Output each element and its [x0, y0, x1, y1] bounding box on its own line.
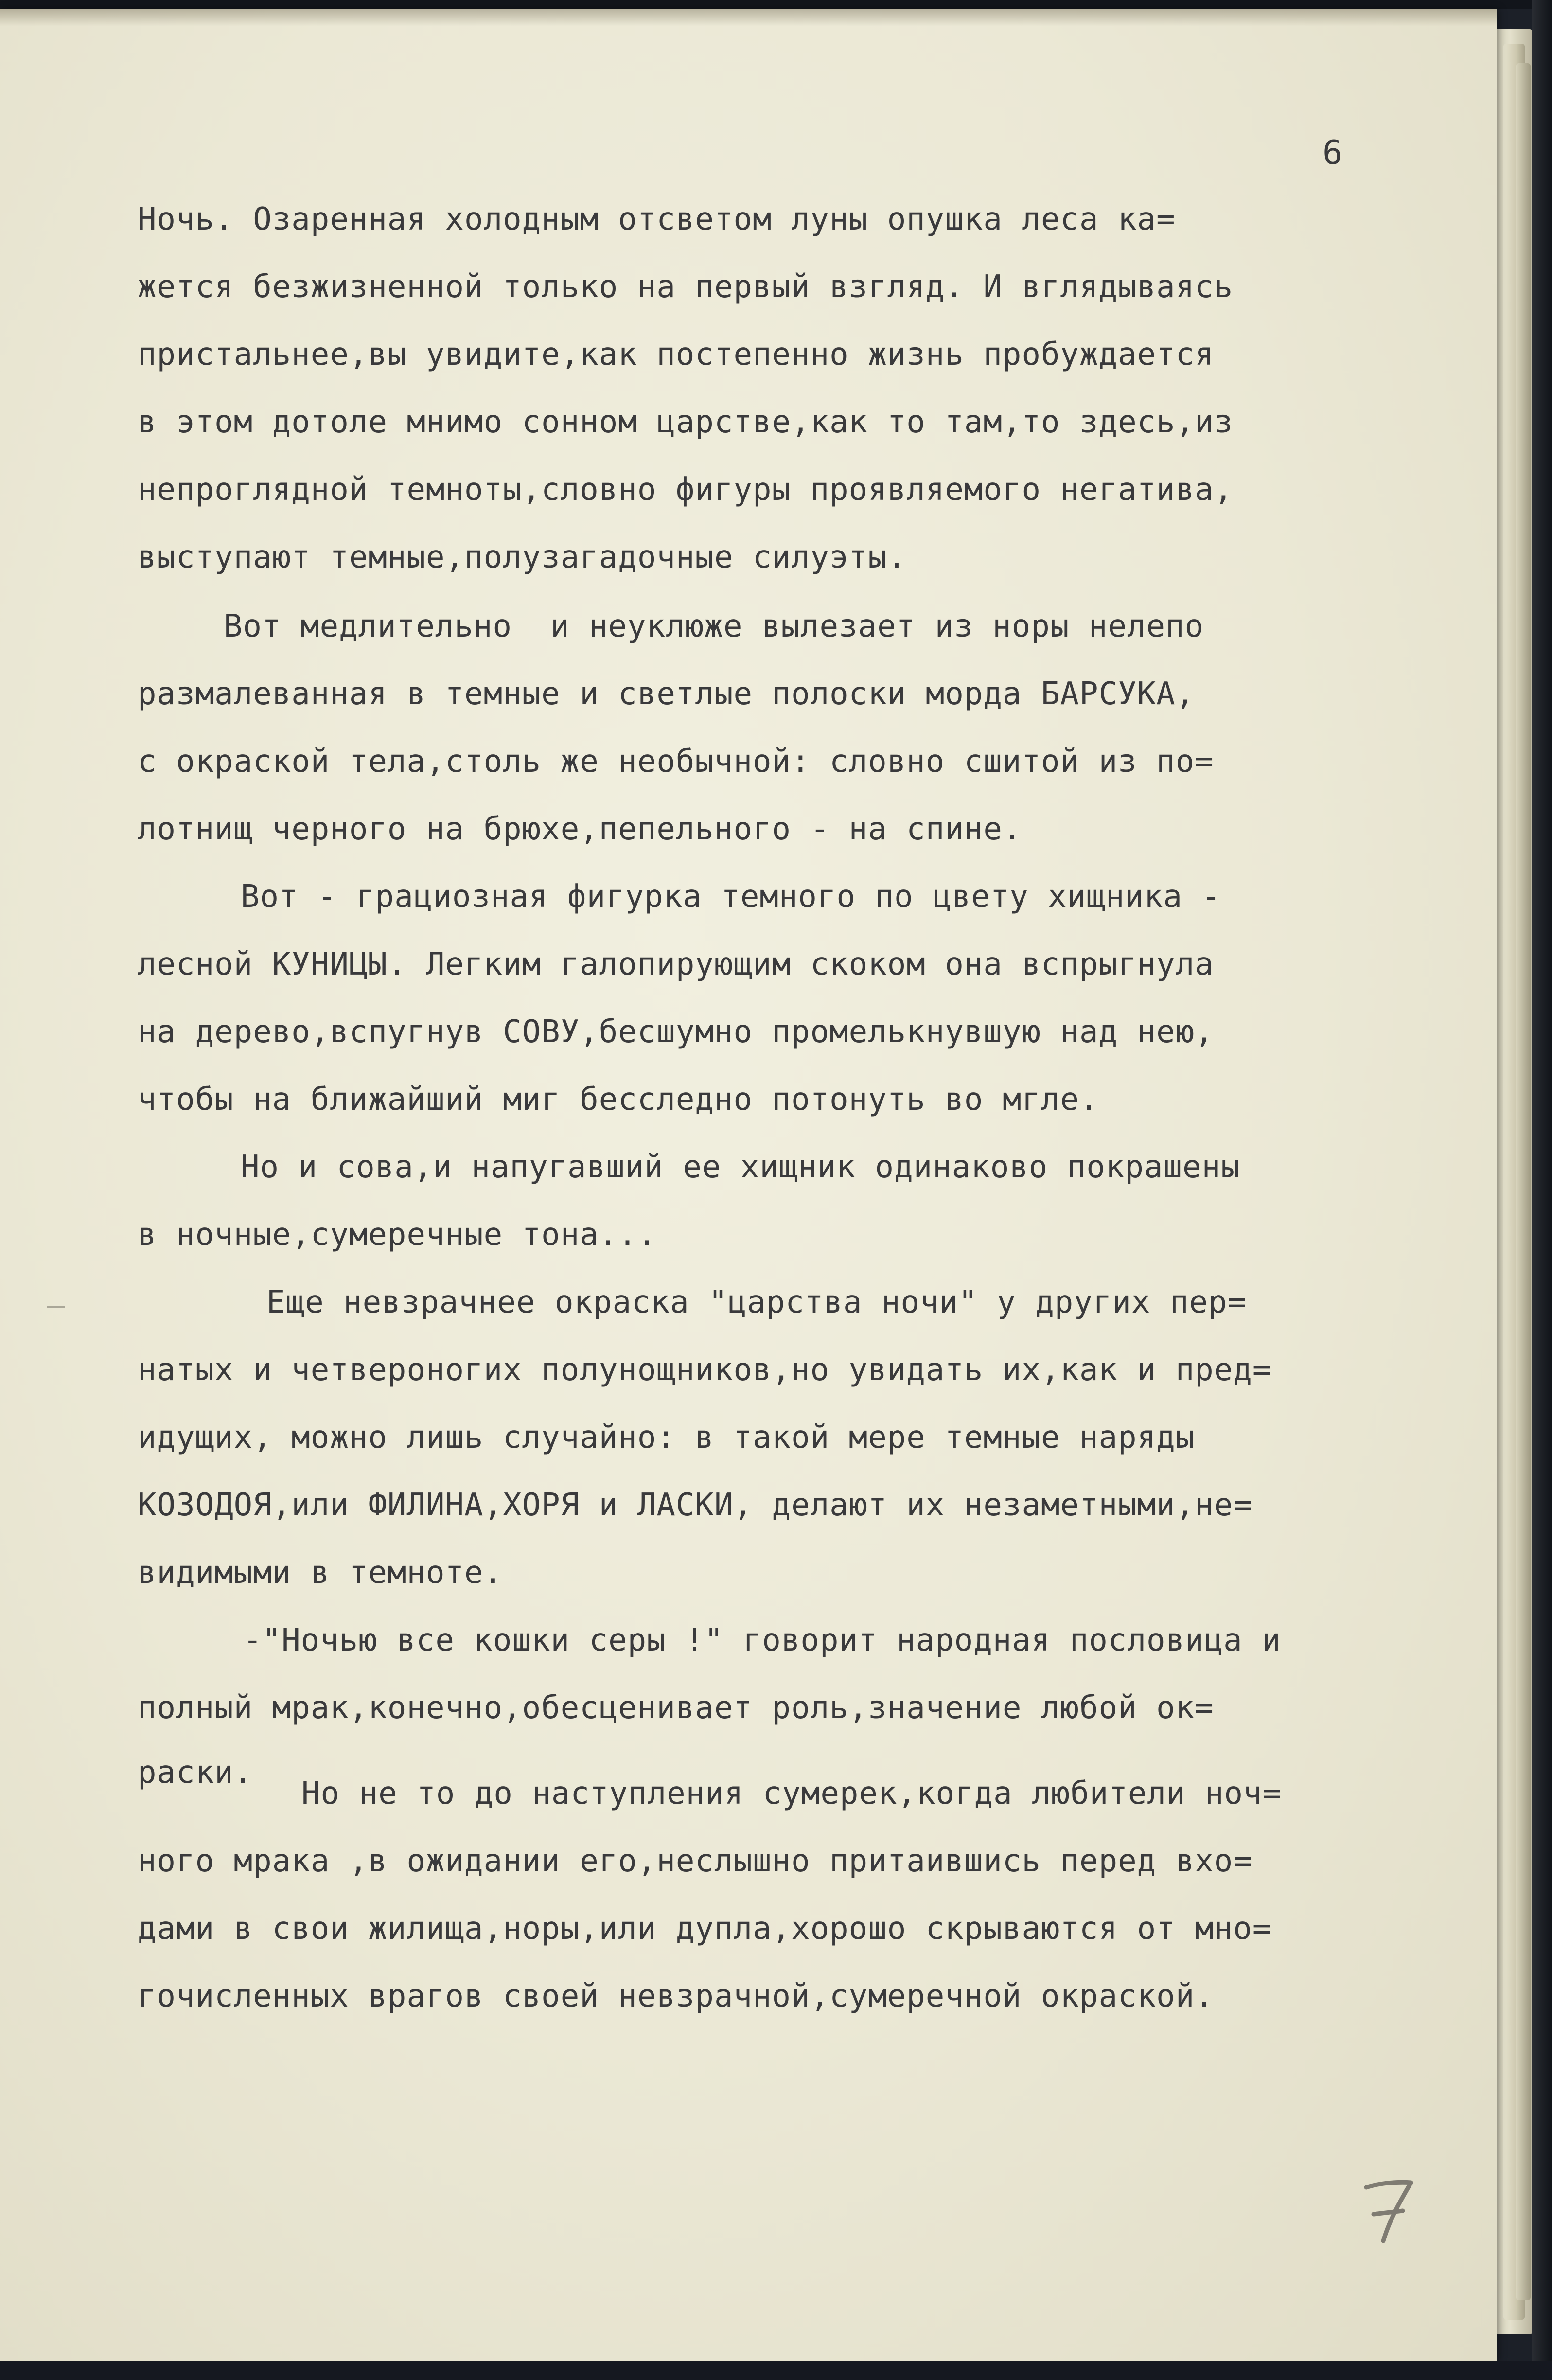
text-line: лотнищ черного на брюхе,пепельного - на спине. — [138, 811, 1022, 847]
text-line: Вот - грациозная фигурка темного по цвету хищника - — [241, 879, 1221, 915]
text-line: в ночные,сумеречные тона... — [138, 1217, 657, 1253]
text-line: в этом дотоле мнимо сонном царстве,как то там,то здесь,из — [138, 404, 1234, 440]
text-line: видимыми в темноте. — [138, 1555, 503, 1591]
page-number: 6 — [1323, 134, 1343, 172]
text-line: ного мрака ,в ожидании его,неслышно притаившись перед вхо= — [138, 1843, 1252, 1879]
text-line: гочисленных врагов своей невзрачной,сумеречной окраской. — [138, 1978, 1214, 2014]
text-line: дами в свои жилища,норы,или дупла,хорошо скрываются от мно= — [138, 1911, 1272, 1947]
text-line: -"Ночью все кошки серы !" говорит народная пословица и — [243, 1622, 1281, 1658]
text-line: чтобы на ближайший миг бесследно потонуть во мгле. — [138, 1082, 1099, 1118]
text-line: Но не то до наступления сумерек,когда любители ноч= — [301, 1776, 1282, 1812]
text-line: с окраской тела,столь же необычной: словно сшитой из по= — [138, 744, 1214, 780]
text-line: Ночь. Озаренная холодным отсветом луны опушка леса ка= — [138, 201, 1176, 237]
text-line: Еще невзрачнее окраска "царства ночи" у других пер= — [266, 1284, 1247, 1320]
scanner-backdrop-bottom — [0, 2361, 1552, 2380]
text-line: непроглядной темноты,словно фигуры проявляемого негатива, — [138, 472, 1234, 508]
page-edge — [1516, 63, 1531, 2300]
text-line: жется безжизненной только на первый взгляд. И вглядываясь — [138, 269, 1234, 305]
text-line: выступают темные,полузагадочные силуэты. — [138, 539, 907, 575]
text-line: на дерево,вспугнув СОВУ,бесшумно промелькнувшую над нею, — [138, 1014, 1214, 1050]
handwritten-folio-number — [1357, 2168, 1420, 2256]
text-line: идущих, можно лишь случайно: в такой мере темные наряды — [138, 1420, 1195, 1456]
text-line: натых и четвероногих полунощников,но увидать их,как и пред= — [138, 1352, 1272, 1388]
typewritten-page — [0, 9, 1497, 2361]
scanner-backdrop-top — [0, 0, 1552, 9]
text-line: размалеванная в темные и светлые полоски морда БАРСУКА, — [138, 676, 1195, 712]
text-line: КОЗОДОЯ,или ФИЛИНА,ХОРЯ и ЛАСКИ, делают их незаметными,не= — [138, 1487, 1252, 1523]
text-line: Вот медлительно и неуклюже вылезает из норы нелепо — [224, 608, 1204, 644]
page-top-shadow — [0, 9, 1497, 26]
text-line: раски. — [138, 1755, 253, 1791]
scanner-backdrop-right — [1532, 0, 1552, 2380]
text-line: пристальнее,вы увидите,как постепенно жизнь пробуждается — [138, 337, 1214, 373]
text-line: лесной КУНИЦЫ. Легким галопирующим скоком она вспрыгнула — [138, 946, 1214, 982]
text-line: Но и сова,и напугавший ее хищник одинаково покрашены — [241, 1149, 1240, 1185]
margin-mark — [47, 1306, 65, 1308]
text-line: полный мрак,конечно,обесценивает роль,значение любой ок= — [138, 1690, 1214, 1726]
